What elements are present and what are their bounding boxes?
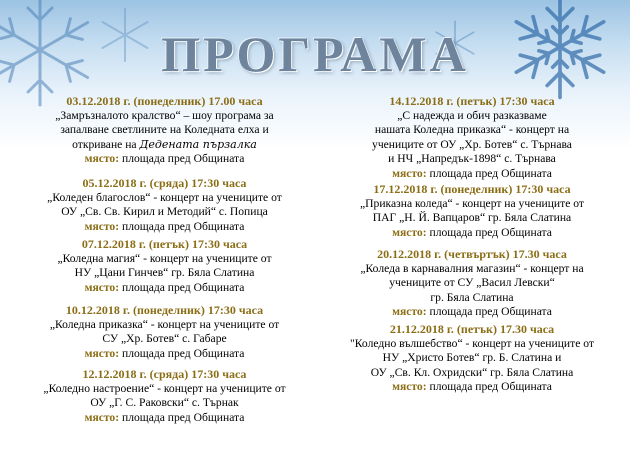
- event-description: „С надежда и обич разказваме: [397, 108, 547, 122]
- event-description: учениците от СУ „Васил Левски“: [389, 276, 555, 290]
- event-description: ОУ „Св. Кл. Охридски“ гр. Бяла Слатина: [370, 365, 574, 379]
- place-label: място:: [392, 305, 427, 319]
- place-label: място:: [84, 219, 120, 233]
- place-value: площада пред Общината: [429, 166, 552, 180]
- place-value: площада пред Общината: [429, 380, 552, 394]
- event-description: „Коледна магия“ - концерт на учениците от: [57, 251, 272, 265]
- event-date: 17.12.2018 г. (понеделник) 17:30 часа: [373, 182, 571, 196]
- event-20-12: [322, 247, 622, 320]
- event-description: „Приказна коледа“ - концерт на учениците от: [360, 196, 584, 210]
- event-14-12: [322, 94, 622, 182]
- place-value: площада пред Общината: [429, 305, 552, 319]
- event-description: учениците от ОУ „Хр. Ботев“ с. Търнава: [372, 137, 572, 151]
- event-description: ОУ „Св. Св. Кирил и Методий“ с. Попица: [61, 205, 268, 219]
- event-21-12: [322, 322, 622, 395]
- event-description: „Замръзналото кралство“ – шоу програма за: [55, 108, 274, 122]
- event-description: СУ „Хр. Ботев“ с. Габаре: [102, 332, 227, 346]
- event-place: [12, 411, 317, 426]
- event-description: [12, 138, 317, 153]
- event-date: 21.12.2018 г. (петък) 17.30 часа: [389, 322, 555, 336]
- event-place: [12, 152, 317, 167]
- event-10-12: [12, 303, 317, 361]
- event-12-12: [12, 367, 317, 425]
- event-place: [322, 380, 622, 395]
- event-description: ОУ „Г. С. Раковски“ с. Търнак: [90, 396, 239, 410]
- place-value: площада пред Общината: [122, 280, 245, 294]
- event-description: и НЧ „Напредък-1898“ с. Търнава: [388, 152, 556, 166]
- event-description: НУ „Цани Гинчев“ гр. Бяла Слатина: [74, 266, 255, 280]
- event-07-12: [12, 237, 317, 295]
- event-place: [322, 226, 622, 241]
- event-description: „Коледна приказка“ - концерт на учениците от: [49, 317, 280, 331]
- event-description: "Коледно вълшебство“ - концерт на учениците от: [350, 336, 594, 350]
- place-value: площада пред Общината: [122, 152, 245, 166]
- event-place: [12, 281, 317, 296]
- event-05-12: [12, 176, 317, 234]
- event-description: НУ „Христо Ботев“ гр. Б. Слатина и: [382, 351, 562, 365]
- place-label: място:: [392, 380, 427, 394]
- place-value: площада пред Общината: [122, 219, 245, 233]
- place-label: място:: [84, 280, 120, 294]
- event-place: [12, 220, 317, 235]
- event-03-12: [12, 94, 317, 167]
- event-description: „Коледно настроение“ - концерт на учениците от: [43, 381, 286, 395]
- event-date: 20.12.2018 г. (четвъртък) 17.30 часа: [377, 247, 567, 261]
- event-date: 05.12.2018 г. (сряда) 17:30 часа: [82, 176, 247, 190]
- place-value: площада пред Общината: [122, 346, 245, 360]
- skating-rink-script-text: Дедената пързалка: [139, 137, 257, 151]
- event-description: гр. Бяла Слатина: [430, 290, 514, 304]
- place-value: площада пред Общината: [429, 225, 552, 239]
- event-description: запалване светлините на Коледната елха и: [60, 123, 269, 137]
- event-place: [12, 347, 317, 362]
- event-date: 03.12.2018 г. (понеделник) 17.00 часа: [66, 94, 263, 108]
- place-value: площада пред Общината: [122, 410, 245, 424]
- event-date: 07.12.2018 г. (петък) 17:30 часа: [81, 237, 248, 251]
- event-description-text: откриване на: [72, 137, 137, 151]
- place-label: място:: [84, 346, 120, 360]
- event-place: [322, 167, 622, 182]
- event-description: ПАГ „Н. Й. Вапцаров“ гр. Бяла Слатина: [372, 211, 572, 225]
- place-label: място:: [84, 410, 120, 424]
- event-date: 14.12.2018 г. (петък) 17:30 часа: [389, 94, 555, 108]
- place-label: място:: [84, 152, 120, 166]
- place-label: място:: [392, 166, 427, 180]
- event-description: „Коледен благослов“ - концерт на учениците от: [47, 190, 282, 204]
- event-description: „Коледа в карнавалния магазин“ - концерт на: [360, 261, 584, 275]
- event-place: [322, 305, 622, 320]
- page-title: ПРОГРАМА: [161, 26, 469, 82]
- event-date: 10.12.2018 г. (понеделник) 17:30 часа: [65, 303, 264, 317]
- event-description: нашата Коледна приказка“ - концерт на: [374, 123, 570, 137]
- event-date: 12.12.2018 г. (сряда) 17:30 часа: [82, 367, 247, 381]
- event-17-12: [322, 182, 622, 240]
- place-label: място:: [392, 225, 427, 239]
